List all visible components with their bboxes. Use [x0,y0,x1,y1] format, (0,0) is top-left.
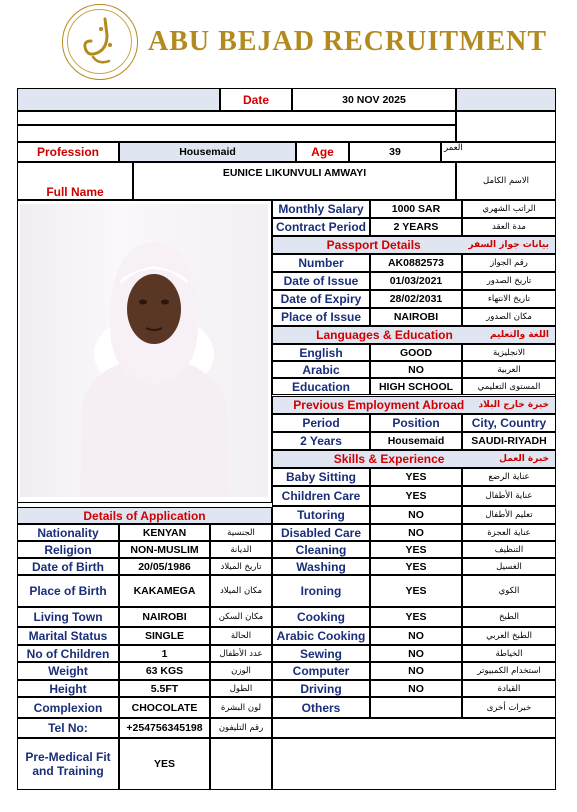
language-value: NO [370,361,462,378]
detail-label: No of Children [17,645,119,662]
detail-arabic: مكان الميلاد [210,575,272,607]
skills-header-title: Skills & Experience [333,452,445,466]
skill-value: NO [370,662,462,680]
passport-header-arabic: بيانات جواز السفر [468,240,549,250]
contract-label: Contract Period [272,218,370,236]
emp-col-position: Position [370,414,462,432]
skill-label: Tutoring [272,506,370,524]
detail-label: Height [17,680,119,697]
skill-label: Disabled Care [272,524,370,541]
salary-label: Monthly Salary [272,200,370,218]
passport-arabic: تاريخ الصدور [462,272,556,290]
fullname-label: Full Name [17,162,133,200]
passport-header-title: Passport Details [326,238,421,252]
skill-value: NO [370,506,462,524]
language-label: Arabic [272,361,370,378]
detail-label: Weight [17,662,119,680]
passport-label: Place of Issue [272,308,370,326]
skill-arabic: القيادة [462,680,556,697]
skill-arabic: عناية الأطفال [462,486,556,506]
skill-value: YES [370,607,462,627]
detail-label: Complexion [17,697,119,718]
skill-arabic: الطبخ [462,607,556,627]
language-value: GOOD [370,344,462,361]
emp-position: Housemaid [370,432,462,450]
age-arabic: العمر [441,142,556,162]
skill-value: YES [370,468,462,486]
skill-label: Baby Sitting [272,468,370,486]
detail-arabic: عدد الأطفال [210,645,272,662]
skill-value: YES [370,541,462,558]
detail-label: Place of Birth [17,575,119,607]
detail-arabic: الديانة [210,541,272,558]
contract-arabic: مدة العقد [462,218,556,236]
lang-header-arabic: اللغة والتعليم [489,330,549,340]
app-header: Details of Application [17,507,272,524]
date-label: Date [220,88,292,111]
passport-value: 28/02/2031 [370,290,462,308]
profession-value: Housemaid [119,142,296,162]
detail-arabic: لون البشرة [210,697,272,718]
date-value: 30 NOV 2025 [292,88,456,111]
skill-value: NO [370,645,462,662]
skill-label: Sewing [272,645,370,662]
language-arabic: الانجليزية [462,344,556,361]
skill-value: YES [370,575,462,607]
skill-value: NO [370,680,462,697]
skill-label: Washing [272,558,370,575]
skills-header-arabic: خبرة العمل [499,454,549,464]
skill-value: YES [370,558,462,575]
skill-arabic: عناية العجزة [462,524,556,541]
skill-arabic: التنظيف [462,541,556,558]
skill-label: Driving [272,680,370,697]
skill-value: NO [370,627,462,645]
passport-arabic: تاريخ الانتهاء [462,290,556,308]
skill-arabic: الكوي [462,575,556,607]
detail-label: Date of Birth [17,558,119,575]
detail-value: NAIROBI [119,607,210,627]
detail-arabic: الطول [210,680,272,697]
passport-label: Number [272,254,370,272]
passport-label: Date of Issue [272,272,370,290]
detail-value: 5.5FT [119,680,210,697]
skill-value: NO [370,524,462,541]
skill-arabic: خبرات أخرى [462,697,556,718]
skill-arabic: استخدام الكمبيوتر [462,662,556,680]
detail-arabic: رقم التليفون [210,718,272,738]
brand-name: ABU BEJAD RECRUITMENT [148,26,548,57]
emp-period: 2 Years [272,432,370,450]
skill-label: Computer [272,662,370,680]
language-label: Education [272,378,370,395]
skill-label: Cleaning [272,541,370,558]
language-arabic: المستوى التعليمي [462,378,556,395]
language-value: HIGH SCHOOL [370,378,462,395]
detail-label: Nationality [17,524,119,541]
skill-arabic: تعليم الأطفال [462,506,556,524]
emp-col-period: Period [272,414,370,432]
detail-arabic: الحالة [210,627,272,645]
skill-label: Ironing [272,575,370,607]
detail-label: Marital Status [17,627,119,645]
salary-arabic: الراتب الشهري [462,200,556,218]
detail-value: +254756345198 [119,718,210,738]
form-border [17,88,556,790]
detail-arabic: الوزن [210,662,272,680]
emp-col-city: City, Country [462,414,556,432]
age-label: Age [296,142,349,162]
detail-value: 63 KGS [119,662,210,680]
skill-label: Cooking [272,607,370,627]
skill-arabic: الطبخ العربي [462,627,556,645]
detail-value: 20/05/1986 [119,558,210,575]
detail-value: CHOCOLATE [119,697,210,718]
emp-header-arabic: خبرة خارج البلاد [478,400,549,410]
emp-header-title: Previous Employment Abroad [293,398,465,412]
skill-arabic: الخياطة [462,645,556,662]
passport-label: Date of Expiry [272,290,370,308]
detail-value: YES [119,738,210,790]
passport-arabic: مكان الصدور [462,308,556,326]
skill-arabic: عناية الرضع [462,468,556,486]
calligraphy-icon [63,5,136,78]
passport-value: 01/03/2021 [370,272,462,290]
fullname-value: EUNICE LIKUNVULI AMWAYI [133,162,456,200]
detail-arabic: الجنسية [210,524,272,541]
salary-value: 1000 SAR [370,200,462,218]
detail-label: Pre-Medical Fit and Training [17,738,119,790]
detail-label: Tel No: [17,718,119,738]
language-label: English [272,344,370,361]
skill-value: YES [370,486,462,506]
detail-label: Religion [17,541,119,558]
detail-value: KAKAMEGA [119,575,210,607]
age-value: 39 [349,142,441,162]
skill-label: Others [272,697,370,718]
skill-label: Children Care [272,486,370,506]
skill-arabic: الغسيل [462,558,556,575]
contract-value: 2 YEARS [370,218,462,236]
detail-value: KENYAN [119,524,210,541]
fullname-arabic: الاسم الكامل [456,162,556,200]
profession-label: Profession [17,142,119,162]
detail-label: Living Town [17,607,119,627]
logo-emblem [62,4,138,80]
detail-value: 1 [119,645,210,662]
language-arabic: العربية [462,361,556,378]
detail-value: SINGLE [119,627,210,645]
emp-city: SAUDI-RIYADH [462,432,556,450]
detail-value: NON-MUSLIM [119,541,210,558]
passport-arabic: رقم الجواز [462,254,556,272]
passport-value: NAIROBI [370,308,462,326]
detail-arabic: تاريخ الميلاد [210,558,272,575]
skill-label: Arabic Cooking [272,627,370,645]
lang-header-title: Languages & Education [316,328,453,342]
passport-value: AK0882573 [370,254,462,272]
detail-arabic: مكان السكن [210,607,272,627]
